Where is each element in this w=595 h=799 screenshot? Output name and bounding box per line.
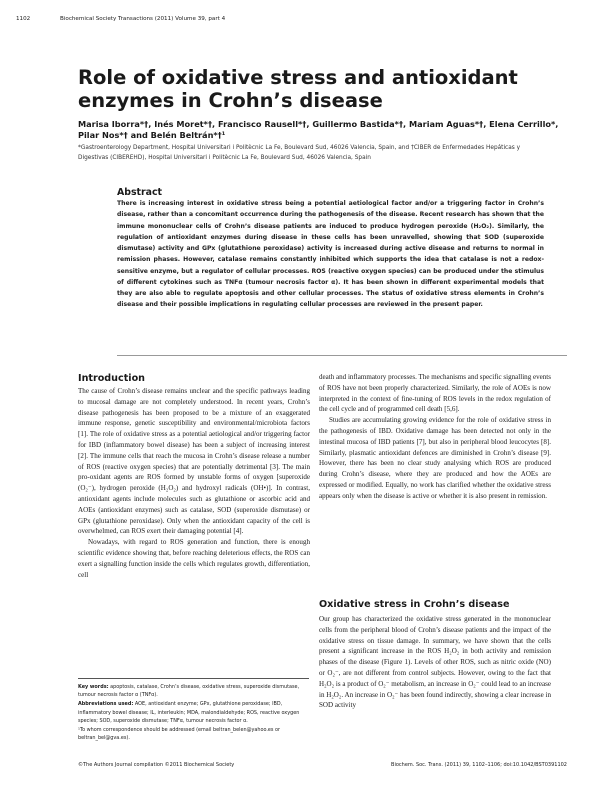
keywords-text: apoptosis, catalase, Crohn’s disease, oxidative stress, superoxide dismutase, tumour necrosis factor α (TNFα).: [78, 684, 300, 699]
abbreviations-text: AOE, antioxidant enzyme; GPx, glutathione peroxidase; IBD, inflammatory bowel disease; IL, interleukin; MDA, malondialdehyde; ROS, reactive oxygen species; SOD, superoxide dismutase; TNFα, tumour necrosis factor α.: [78, 701, 300, 724]
footnote-divider: [78, 678, 309, 679]
correspondence-note: ¹To whom correspondence should be addressed (email beltran_belen@yahoo.es or beltran_bel@gva.es).: [78, 727, 281, 742]
abbreviations-note: [78, 700, 310, 725]
introduction-paragraph: Nowadays, with regard to ROS generation and function, there is enough scientific evidence showing that, before reaching deleterious effects, the ROS can exert a signalling function inside the cells which regulates growth, differentiation, cell: [78, 538, 310, 579]
running-header: [16, 16, 579, 26]
author-list: Marisa Iborra*†, Inés Moret*†, Francisco Rausell*†, Guillermo Bastida*†, Mariam Aguas*†, Elena Cerrillo*, Pilar Nos*† and Belén Beltrán*†¹: [78, 119, 559, 141]
citation-footer: Biochem. Soc. Trans. (2011) 39, 1102–1106; doi:10.1042/BST0391102: [391, 762, 567, 768]
footnotes: [78, 683, 310, 743]
oxidative-stress-heading: Oxidative stress in Crohn’s disease: [319, 599, 510, 610]
abbreviations-label: Abbreviations used:: [78, 701, 134, 708]
introduction-heading: Introduction: [78, 373, 145, 384]
body-paragraph: Studies are accumulating growing evidence for the role of oxidative stress in the pathogenesis of IBD. Oxidative damage has been detected not only in the intestinal mucosa of IBD patients [7], but also in peripheral blood leucocytes [8]. Similarly, plasmatic antioxidant defences are diminished in Crohn’s disease [9]. However, there has been no clear study analysing which ROS are produced during Crohn’s disease, where they are produced and how the AOEs are expressed or modified. Equally, no work has clarified whether the oxidative stress appears only when the disease is active or whether it is also present in remission.: [319, 416, 551, 500]
affiliation: *Gastroenterology Department, Hospital Universitari i Politècnic La Fe, Boulevard Sud, 46026 Valencia, Spain, and †CIBER de Enfermedades Hepáticas y Digestivas (CIBEREHD), Hospital Universitari i Politècnic La Fe, Boulevard Sud, 46026 Valencia, Spain: [78, 145, 521, 162]
article-title: Role of oxidative stress and antioxidant enzymes in Crohn’s disease: [78, 66, 518, 112]
right-column-body: [319, 372, 551, 502]
journal-name: Biochemical Society Transactions (2011) Volume 39, part 4: [60, 16, 226, 22]
keywords-label: Key words:: [78, 684, 109, 690]
abstract-text: There is increasing interest in oxidative stress being a potential aetiological factor and/or a triggering factor in Crohn’s disease, rather than a concomitant occurrence during the pathogenesis of the disease. Recent research has shown that the immune mononuclear cells of Crohn’s disease patients are induced to produce hydrogen peroxide (H₂O₂). Similarly, the regulation of antioxidant enzymes during disease in these cells has been unravelled, showing that SOD (superoxide dismutase) activity and GPx (glutathione peroxidase) activity is increased during active disease and returns to normal in remission phases. However, catalase remains constantly inhibited which supports the idea that catalase is not a redox-sensitive enzyme, but a regulator of cellular processes. ROS (reactive oxygen species) can be produced under the stimulus of different cytokines such as TNFα (tumour necrosis factor α). It has been shown in different experimental models that they are also able to regulate apoptosis and other cellular processes. The status of oxidative stress elements in Crohn’s disease and their possible implications in regulating cellular processes are reviewed in the present paper.: [117, 200, 544, 309]
introduction-paragraph: The cause of Crohn’s disease remains unclear and the specific pathways leading to mucosal damage are not completely understood. In recent years, Crohn’s disease pathogenesis has been proposed to be a mixture of an exaggerated immune response, genetic susceptibility and environmental/microbiota factors [1]. The role of oxidative stress as a potential aetiological and/or triggering factor for IBD (inflammatory bowel disease) has been a subject of increasing interest [2]. The immune cells that reach the mucosa in Crohn’s disease release a number of ROS (reactive oxygen species) that are potentially detrimental [3]. The main pro-oxidant agents are ROS formed by unstable forms of oxygen [superoxide (O₂⁻), hydrogen peroxide (H₂O₂) and hydroxyl radicals (OH•)]. In contrast, antioxidant agents include molecules such as glutathione or ascorbic acid and AOEs (antioxidant enzymes) such as catalase, SOD (superoxide dismutase) or GPx (glutathione peroxidase). Only when the antioxidant capacity of the cell is overwhelmed, can ROS exert their damaging potential [4].: [78, 387, 310, 536]
abstract-divider: [117, 355, 567, 356]
keywords-note: [78, 683, 310, 699]
copyright-footer: ©The Authors Journal compilation ©2011 Biochemical Society: [78, 762, 235, 768]
body-paragraph: death and inflammatory processes. The mechanisms and specific signalling events of ROS have not been properly characterized. Similarly, the role of AOEs is now interpreted in the context of fine-tuning of ROS levels in the redox regulation of the cell cycle and of programmed cell death [5,6].: [319, 373, 551, 414]
abstract-heading: Abstract: [117, 187, 163, 198]
page-number: 1102: [16, 16, 31, 22]
oxidative-stress-body: [319, 614, 551, 711]
body-paragraph: Our group has characterized the oxidative stress generated in the mononuclear cells from the peripheral blood of Crohn’s disease patients and the impact of the oxidative stress on tissue damage. In summary, we have shown that the cells present a significant increase in the ROS H₂O₂ in both activity and remission phases of the disease (Figure 1). Levels of other ROS, such as nitric oxide (NO) or O₂⁻, are not different from control subjects. However, owing to the fact that H₂O₂ is a product of O₂⁻ metabolism, an increase in O₂⁻ could lead to an increase in H₂O₂. An increase in O₂⁻ has been found indirectly, showing a clear increase in SOD activity: [319, 615, 551, 710]
introduction-body: [78, 386, 310, 580]
